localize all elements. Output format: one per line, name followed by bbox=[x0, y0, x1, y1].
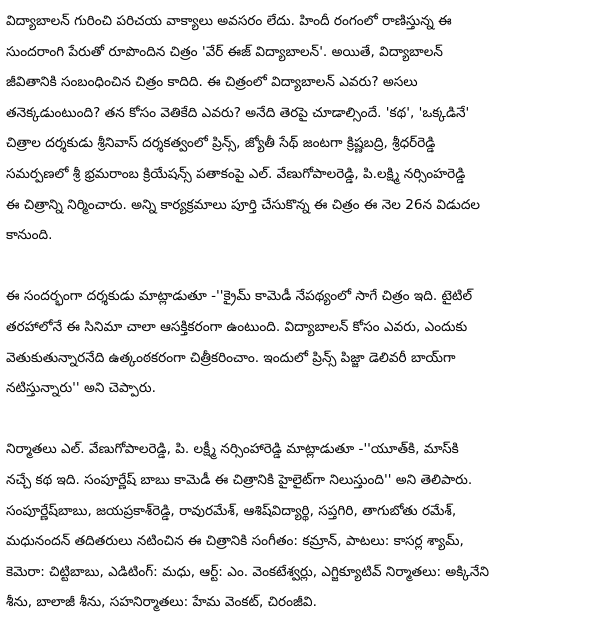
text-line: తరహాలోనే ఈ సినిమా చాలా ఆసక్తికరంగా ఉంటుంది. విద్యాబాలన్ కోసం ఎవరు, ఎందుకు bbox=[6, 318, 468, 335]
text-line: ఈ చిత్రాన్ని నిర్మించారు. అన్ని కార్యక్రమాలు పూర్తి చేసుకొన్న ఈ చిత్రం ఈ నెల 26న విడుదల bbox=[6, 196, 481, 213]
paragraph-spacer bbox=[6, 251, 594, 282]
text-line: కానుంది. bbox=[6, 227, 53, 244]
text-line: సంపూర్ణేష్‌బాబు, జయప్రకాశ్‌రెడ్డి, రావురమేశ్, ఆశిష్‌విద్యార్థి, సప్తగిరి, తాగుబోతు రమేశ్, bbox=[6, 502, 457, 519]
text-line: మధునందన్ తదితరులు నటించిన ఈ చిత్రానికి సంగీతం: కమ్రాన్, పాటలు: కాసర్ల శ్యామ్, bbox=[6, 533, 464, 550]
article-paragraph-director-quote bbox=[6, 281, 594, 403]
text-line: సుందరాంగి పేరుతో రూపొందిన చిత్రం 'వేర్ ఈజ్ విద్యాబాలన్'. అయితే, విద్యాబాలన్ bbox=[6, 43, 443, 60]
text-line: సమర్పణలో శ్రీ భ్రమరాంబ క్రియేషన్స్ పతాకంపై ఎల్. వేణుగోపాలరెడ్డి, పి.లక్ష్మి నర్సింహరెడ్డి bbox=[6, 165, 466, 182]
text-line: చిత్రాల దర్శకుడు శ్రీనివాస్ దర్శకత్వంలో ప్రిన్స్, జ్యోతీ సేథ్ జంటగా క్రిష్ణబద్రి, శ్రీధర్‌రెడ్డి bbox=[6, 135, 436, 152]
text-line: నటిస్తున్నారు'' అని చెప్పారు. bbox=[6, 380, 156, 397]
text-line: శీను, బాలాజీ శీను, సహనిర్మాతలు: హేమ వెంకట్, చిరంజీవి. bbox=[6, 594, 317, 611]
article-paragraph-intro bbox=[6, 6, 594, 251]
text-line: తనెక్కడుంటుంది? తన కోసం వెతికేది ఎవరు? అనేది తెరపై చూడాల్సిందే. 'కథ', 'ఒక్కడినే' bbox=[6, 104, 470, 121]
text-line: జీవితానికి సంబంధించిన చిత్రం కాదిది. ఈ చిత్రంలో విద్యాబాలన్ ఎవరు? అసలు bbox=[6, 74, 418, 91]
text-line: విద్యాబాలన్ గురించి పరిచయ వాక్యాలు అవసరం లేదు. హిందీ రంగంలో రాణిస్తున్న ఈ bbox=[6, 13, 452, 29]
article-paragraph-producers-credits bbox=[6, 434, 594, 618]
paragraph-spacer bbox=[6, 404, 594, 435]
text-line: నిర్మాతలు ఎల్. వేణుగోపాలరెడ్డి, పి. లక్ష్మీ నర్సింహారెడ్డి మాట్లాడుతూ -''యూత్‌కి, మాస్‌కి bbox=[6, 441, 459, 458]
text-line: కెమెరా: చిట్టిబాబు, ఎడిటింగ్: మధు, ఆర్ట్: ఎం. వెంకటేశ్వర్లు, ఎగ్జిక్యూటివ్ నిర్మాతలు: అక్కినేని bbox=[6, 563, 489, 580]
text-line: ఈ సందర్భంగా దర్శకుడు మాట్లాడుతూ -''క్రైమ్ కామెడీ నేపథ్యంలో సాగే చిత్రం ఇది. టైటిల్ bbox=[6, 288, 473, 305]
text-line: నచ్చే కథ ఇది. సంపూర్ణేష్ బాబు కామెడీ ఈ చిత్రానికి హైలైట్‌గా నిలుస్తుంది'' అని తెలిపారు. bbox=[6, 471, 473, 488]
text-line: వెతుకుతున్నారనేది ఉత్కంఠకరంగా చిత్రీకరించాం. ఇందులో ప్రిన్స్ పిజ్జా డెలివరీ బాయ్‌గా bbox=[6, 349, 456, 366]
